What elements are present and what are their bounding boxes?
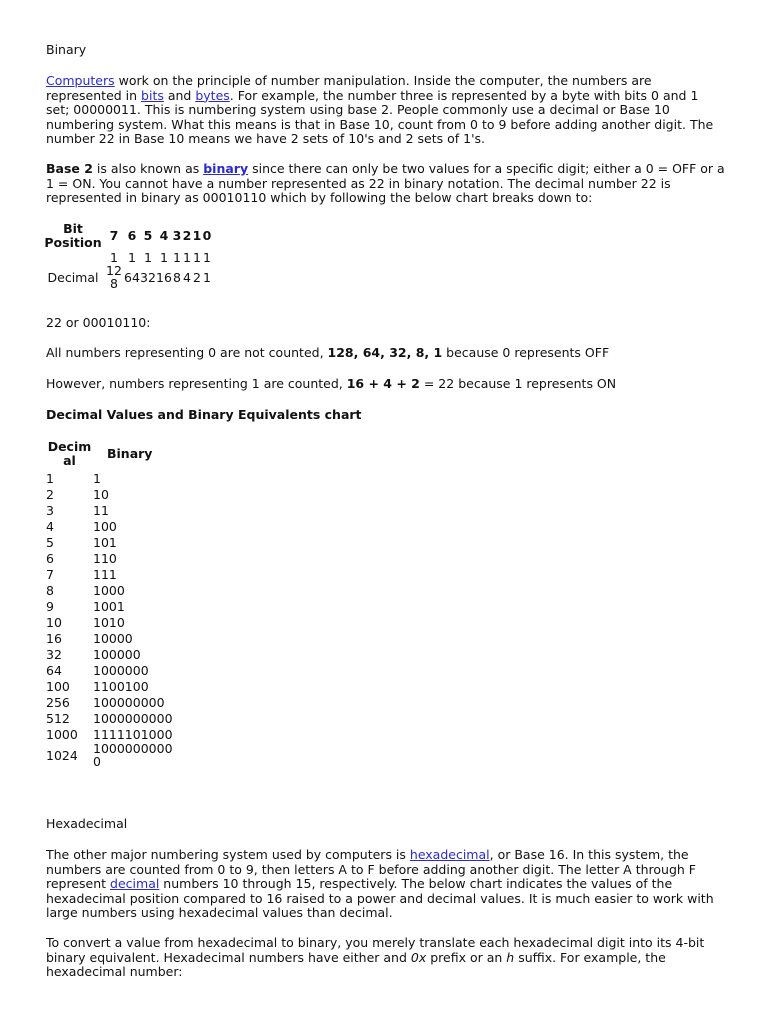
table-row: [46, 486, 173, 502]
binary-cell: 1000: [93, 582, 125, 598]
equivalents-heading: Decimal Values and Binary Equivalents chart: [46, 407, 362, 422]
decimal-cell: 5: [46, 534, 54, 550]
decimal-value: 128: [106, 263, 122, 291]
decimal-row-label: Decimal: [47, 269, 99, 285]
decimal-cell: 4: [46, 518, 54, 534]
decimal-value: 2: [193, 269, 201, 285]
on-explanation: However, numbers representing 1 are counted, 16 + 4 + 2 = 22 because 1 represents ON: [46, 376, 617, 391]
binary-column-header: Binary: [107, 446, 153, 461]
decimal-cell: 10: [46, 614, 62, 630]
bit-row-value: 1: [203, 249, 211, 265]
decimal-cell: 1000: [46, 726, 78, 742]
bit-row-value: 1: [160, 249, 168, 265]
page-title: Binary: [46, 42, 87, 57]
decimal-cell: 8: [46, 582, 54, 598]
bit-pos-5: 5: [143, 228, 153, 243]
bit-pos-7: 7: [109, 228, 119, 243]
table-row: [46, 742, 173, 768]
table-row: [46, 598, 173, 614]
convert-paragraph: To convert a value from hexadecimal to binary, you merely translate each hexadecimal digit into its 4-bit binary equivalent. Hexadecimal numbers have either and 0x prefix or an h suffix. For example, the hexadecimal number:: [46, 935, 705, 979]
hex-paragraph: The other major numbering system used by computers is hexadecimal, or Base 16. In this system, the numbers are counted from 0 to 9, then letters A to F before adding another digit. The letter A through F represent decimal numbers 10 through 15, respectively. The below chart indicates the values of the hexadecimal position compared to 16 raised to a power and decimal values. It is much easier to work with large numbers using hexadecimal values than decimal.: [46, 847, 714, 920]
bytes-link[interactable]: bytes: [195, 87, 230, 103]
bit-row-value: 1: [183, 249, 191, 265]
decimal-cell: 6: [46, 550, 54, 566]
table-row: [46, 630, 173, 646]
bit-pos-2: 2: [182, 228, 192, 243]
bits-link[interactable]: bits: [141, 87, 164, 103]
binary-cell: 1001: [93, 598, 125, 614]
table-row: [46, 614, 173, 630]
decimal-value: 64: [124, 269, 140, 285]
intro-paragraph: Computers work on the principle of number manipulation. Inside the computer, the numbers are represented in bits and bytes. For example, the number three is represented by a byte with bits 0 and 1 set; 00000011. This is numbering system using base 2. People commonly use a decimal or Base 10 numbering system. What this means is that in Base 10, count from 0 to 9 before adding another digit. The number 22 in Base 10 means we have 2 sets of 10's and 2 sets of 1's.: [46, 73, 714, 146]
bit-row-value: 1: [193, 249, 201, 265]
table-row: [46, 678, 173, 694]
decimal-cell: 2: [46, 486, 54, 502]
table-row: [46, 582, 173, 598]
table-row: [46, 566, 173, 582]
binary-cell: 10000: [93, 630, 133, 646]
binary-cell: 11: [93, 502, 109, 518]
decimal-cell: 9: [46, 598, 54, 614]
base2-paragraph: Base 2 is also known as binary since there can only be two values for a specific digit; either a 0 = OFF or a 1 = ON. You cannot have a number represented as 22 in binary notation. The decimal number 22 is represented in binary as 00010110 which by following the below chart breaks down to:: [46, 161, 725, 205]
off-explanation: All numbers representing 0 are not counted, 128, 64, 32, 8, 1 because 0 represents OFF: [46, 345, 610, 360]
decimal-cell: 3: [46, 502, 54, 518]
decimal-cell: 7: [46, 566, 54, 582]
binary-cell: 100000: [93, 646, 141, 662]
table-row: [46, 662, 173, 678]
binary-cell: 1000000000: [93, 710, 173, 726]
decimal-binary-rows: [46, 470, 173, 768]
hex-heading: Hexadecimal: [46, 816, 128, 831]
bit-pos-1: 1: [192, 228, 202, 243]
decimal-cell: 256: [46, 694, 70, 710]
bit-pos-4: 4: [159, 228, 169, 243]
example-22: 22 or 00010110:: [46, 315, 151, 330]
binary-cell: 1111101000: [93, 726, 173, 742]
binary-cell: 10000000000: [93, 741, 173, 769]
binary-cell: 100000000: [93, 694, 165, 710]
computers-link[interactable]: Computers: [46, 73, 115, 88]
bit-pos-0: 0: [202, 228, 212, 243]
decimal-value: 16: [156, 269, 172, 285]
decimal-cell: 100: [46, 678, 70, 694]
bit-pos-3: 3: [172, 228, 182, 243]
decimal-cell: 512: [46, 710, 70, 726]
binary-link[interactable]: binary: [203, 161, 249, 176]
table-row: [46, 502, 173, 518]
bit-row-value: 1: [173, 249, 181, 265]
table-row: [46, 550, 173, 566]
hexadecimal-link[interactable]: hexadecimal: [409, 847, 490, 862]
binary-cell: 1010: [93, 614, 125, 630]
decimal-value: 1: [203, 269, 211, 285]
table-row: [46, 470, 173, 486]
table-row: [46, 694, 173, 710]
decimal-cell: 1: [46, 470, 54, 486]
decimal-link[interactable]: decimal: [110, 876, 160, 891]
decimal-value: 4: [183, 269, 191, 285]
table-row: [46, 646, 173, 662]
binary-cell: 1: [93, 470, 101, 486]
decimal-cell: 1024: [46, 747, 78, 763]
bit-position-chart: [42, 222, 212, 290]
decimal-value: 32: [140, 269, 156, 285]
binary-cell: 10: [93, 486, 109, 502]
table-row: [46, 710, 173, 726]
binary-cell: 110: [93, 550, 117, 566]
bit-row-value: 1: [110, 249, 118, 265]
decimal-value: 8: [173, 269, 181, 285]
table-row: [46, 534, 173, 550]
decimal-binary-chart: [46, 440, 173, 768]
table-row: [46, 726, 173, 742]
bit-row-value: 1: [144, 249, 152, 265]
bit-row-value: 1: [128, 249, 136, 265]
binary-cell: 111: [93, 566, 117, 582]
binary-cell: 1000000: [93, 662, 149, 678]
bit-position-header: Bit Position: [44, 221, 102, 250]
binary-cell: 100: [93, 518, 117, 534]
bit-pos-6: 6: [127, 228, 137, 243]
decimal-cell: 16: [46, 630, 62, 646]
binary-cell: 101: [93, 534, 117, 550]
binary-cell: 1100100: [93, 678, 149, 694]
decimal-cell: 32: [46, 646, 62, 662]
table-row: [46, 518, 173, 534]
decimal-cell: 64: [46, 662, 62, 678]
decimal-column-header: Decimal: [47, 439, 92, 468]
